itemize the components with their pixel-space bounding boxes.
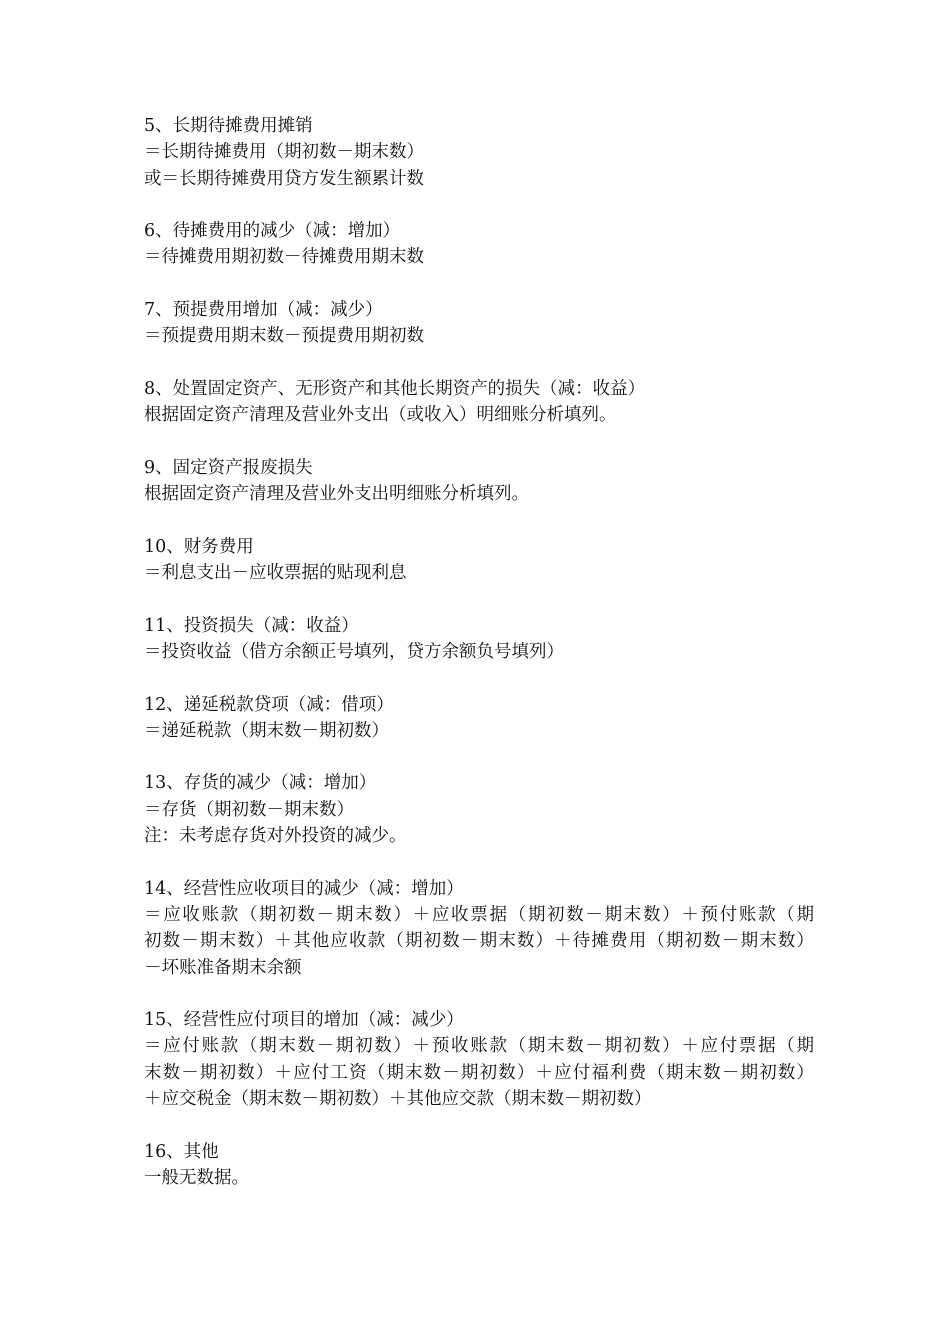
section-6 bbox=[144, 218, 814, 271]
section-5 bbox=[144, 113, 814, 192]
section-line: ＝递延税款（期末数－期初数） bbox=[144, 720, 389, 741]
section-15 bbox=[144, 1007, 814, 1112]
section-line: ＝存货（期初数－期末数） bbox=[144, 799, 354, 820]
section-line: －坏账准备期末余额 bbox=[144, 957, 302, 978]
section-line: ＝应付账款（期末数－期初数）＋预收账款（期末数－期初数）＋应付票据（期 bbox=[144, 1036, 814, 1057]
section-line: 末数－期初数）＋应付工资（期末数－期初数）＋应付福利费（期末数－期初数） bbox=[144, 1062, 814, 1083]
document-page bbox=[144, 113, 814, 1217]
section-14 bbox=[144, 876, 814, 981]
section-line: ＝投资收益（借方余额正号填列，贷方余额负号填列） bbox=[144, 641, 564, 662]
section-heading: 7、预提费用增加（减：减少） bbox=[144, 300, 383, 321]
section-line: ＋应交税金（期末数－期初数）＋其他应交款（期末数－期初数） bbox=[144, 1088, 652, 1109]
section-line: ＝预提费用期末数－预提费用期初数 bbox=[144, 326, 424, 347]
section-heading: 13、存货的减少（减：增加） bbox=[144, 773, 377, 794]
section-12 bbox=[144, 692, 814, 745]
section-16 bbox=[144, 1139, 814, 1192]
section-heading: 5、长期待摊费用摊销 bbox=[144, 116, 313, 136]
section-note: 注：未考虑存货对外投资的减少。 bbox=[144, 826, 407, 847]
section-line: 一般无数据。 bbox=[144, 1167, 249, 1188]
section-8 bbox=[144, 376, 814, 429]
section-heading: 11、投资损失（减：收益） bbox=[144, 615, 359, 636]
section-line: 或＝长期待摊费用贷方发生额累计数 bbox=[144, 168, 424, 189]
section-line: ＝应收账款（期初数－期末数）＋应收票据（期初数－期末数）＋预付账款（期 bbox=[144, 904, 814, 925]
section-heading: 10、财务费用 bbox=[144, 536, 254, 557]
section-10 bbox=[144, 534, 814, 587]
section-heading: 6、待摊费用的减少（减：增加） bbox=[144, 221, 401, 242]
section-9 bbox=[144, 455, 814, 508]
section-line: ＝待摊费用期初数－待摊费用期末数 bbox=[144, 247, 424, 268]
section-13 bbox=[144, 770, 814, 849]
section-line: ＝长期待摊费用（期初数－期末数） bbox=[144, 142, 424, 163]
section-7 bbox=[144, 297, 814, 350]
section-line: 根据固定资产清理及营业外支出（或收入）明细账分析填列。 bbox=[144, 405, 617, 426]
section-heading: 12、递延税款贷项（减：借项） bbox=[144, 694, 394, 715]
section-heading: 16、其他 bbox=[144, 1141, 219, 1162]
section-line: 初数－期末数）＋其他应收款（期初数－期末数）＋待摊费用（期初数－期末数） bbox=[144, 931, 814, 952]
section-11 bbox=[144, 613, 814, 666]
section-heading: 9、固定资产报废损失 bbox=[144, 457, 313, 478]
section-heading: 14、经营性应收项目的减少（减：增加） bbox=[144, 878, 464, 899]
section-line: 根据固定资产清理及营业外支出明细账分析填列。 bbox=[144, 484, 529, 505]
section-heading: 15、经营性应付项目的增加（减：减少） bbox=[144, 1010, 464, 1031]
section-line: ＝利息支出－应收票据的贴现利息 bbox=[144, 563, 407, 584]
section-heading: 8、处置固定资产、无形资产和其他长期资产的损失（减：收益） bbox=[144, 378, 646, 399]
